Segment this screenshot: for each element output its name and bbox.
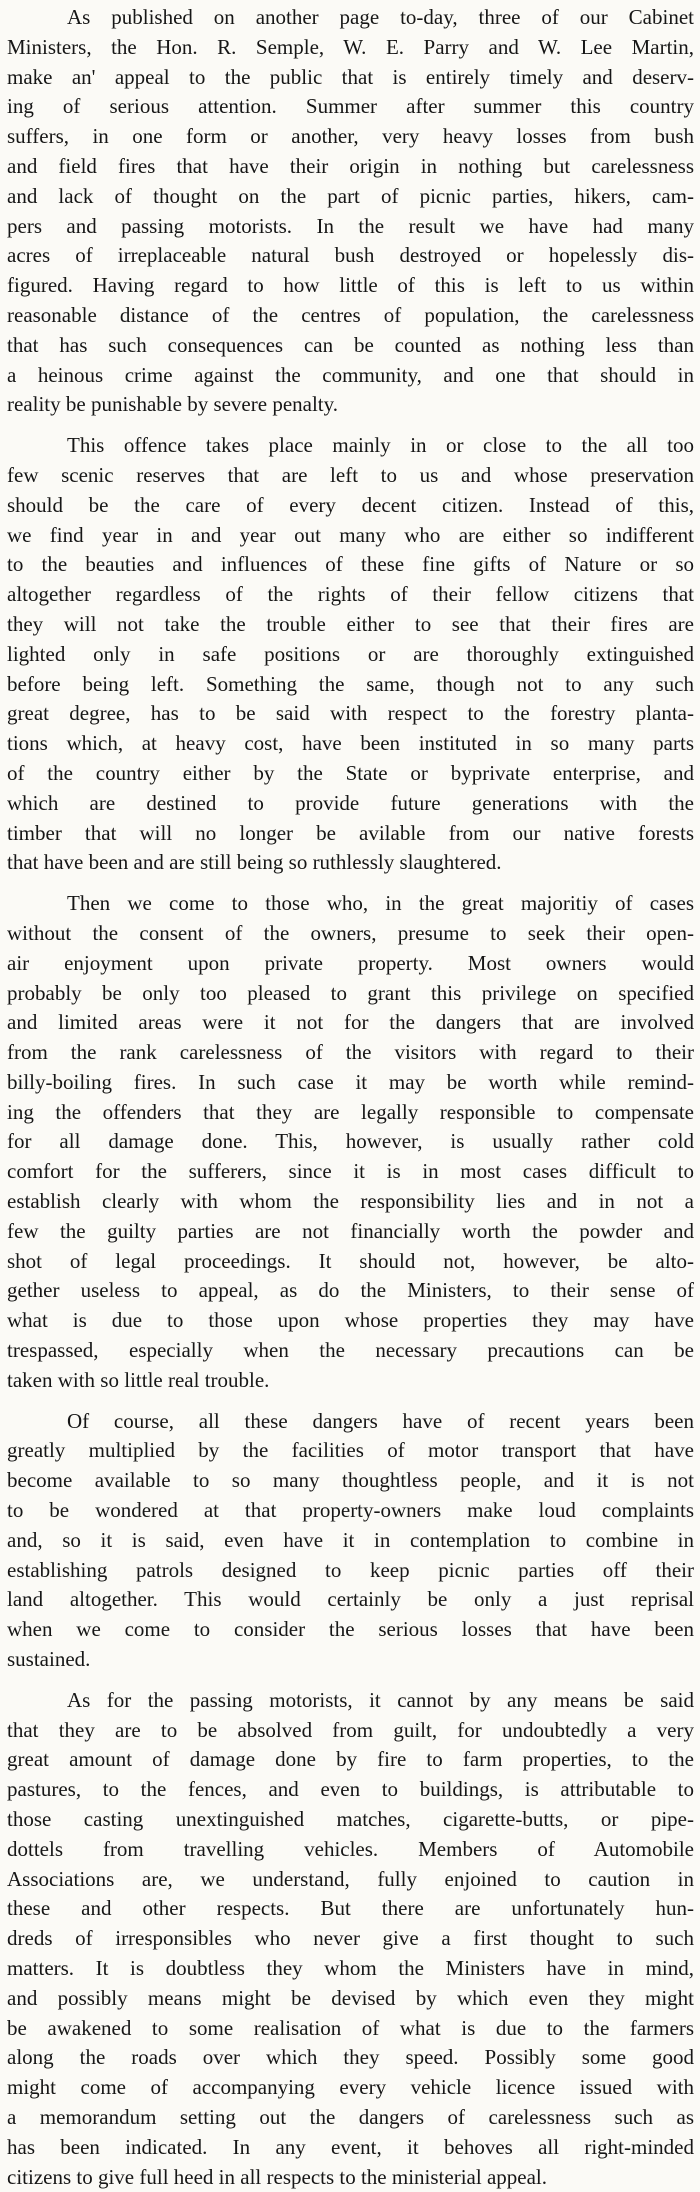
text-line: few scenic reserves that are left to us and whose preservation (7, 462, 694, 487)
text-line: make an' appeal to the public that is entirely timely and deserv- (7, 64, 694, 89)
text-line: to the beauties and influences of these fine gifts of Nature or so (7, 552, 694, 577)
text-line: establish clearly with whom the responsibility lies and in not a (7, 1189, 694, 1214)
text-line: taken with so little real trouble. (7, 1367, 270, 1392)
text-line: greatly multiplied by the facilities of motor transport that have (7, 1438, 694, 1463)
text-line: gether useless to appeal, as do the Ministers, to their sense of (7, 1278, 694, 1303)
text-line: and lack of thought on the part of picnic parties, hikers, cam- (7, 183, 694, 208)
text-line: might come of accompanying every vehicle licence issued with (7, 2075, 694, 2100)
text-line: what is due to those upon whose properties they may have (7, 1308, 694, 1333)
text-line: when we come to consider the serious losses that have been (7, 1617, 694, 1642)
text-line: and limited areas were it not for the dangers that are involved (7, 1010, 694, 1035)
text-line: has been indicated. In any event, it behoves all right-minded (7, 2134, 694, 2159)
text-line: of the country either by the State or byprivate enterprise, and (7, 760, 694, 785)
text-line: billy-boiling fires. In such case it may be worth while remind- (7, 1069, 694, 1094)
text-line: to be wondered at that property-owners make loud complaints (7, 1498, 694, 1523)
text-line: tions which, at heavy cost, have been instituted in so many parts (7, 731, 694, 756)
text-line: As published on another page to-day, three of our Cabinet (67, 5, 694, 29)
text-line: and, so it is said, even have it in contemplation to combine in (7, 1527, 694, 1552)
text-line: air enjoyment upon private property. Most owners would (7, 950, 694, 975)
text-line: dreds of irresponsibles who never give a first thought to such (7, 1926, 694, 1951)
text-line: land altogether. This would certainly be only a just reprisal (7, 1587, 694, 1612)
text-line: ing of serious attention. Summer after summer this country (7, 94, 694, 119)
text-line: should be the care of every decent citizen. Instead of this, (7, 492, 694, 517)
text-line: reasonable distance of the centres of population, the carelessness (7, 302, 694, 327)
text-line: along the roads over which they speed. Possibly some good (7, 2045, 694, 2070)
text-line: As for the passing motorists, it cannot by any means be said (67, 1687, 694, 1712)
text-line: figured. Having regard to how little of this is left to us within (7, 273, 694, 298)
text-line: altogether regardless of the rights of their fellow citizens that (7, 582, 694, 607)
text-line: great degree, has to be said with respect to the forestry planta- (7, 701, 694, 726)
text-line: pastures, to the fences, and even to buildings, is attributable to (7, 1777, 694, 1802)
text-line: timber that will no longer be avilable from our native forests (7, 820, 694, 845)
text-line: a memorandum setting out the dangers of carelessness such as (7, 2104, 694, 2129)
text-line: before being left. Something the same, though not to any such (7, 671, 694, 696)
text-line: establishing patrols designed to keep picnic parties off their (7, 1557, 694, 1582)
text-line: and possibly means might be devised by which even they might (7, 1985, 694, 2010)
text-line: pers and passing motorists. In the result we have had many (7, 213, 694, 238)
text-line: Ministers, the Hon. R. Semple, W. E. Parry and W. Lee Martin, (7, 34, 694, 59)
text-line: a heinous crime against the community, and one that should in (7, 362, 694, 387)
text-line: that they are to be absolved from guilt, for undoubtedly a very (7, 1717, 694, 1742)
text-line: shot of legal proceedings. It should not, however, be alto- (7, 1248, 694, 1273)
text-line: and field fires that have their origin in nothing but carelessness (7, 153, 694, 178)
text-line: sustained. (7, 1647, 91, 1672)
text-line: lighted only in safe positions or are thoroughly extinguished (7, 641, 694, 666)
text-line: become available to so many thoughtless people, and it is not (7, 1468, 694, 1493)
text-line: be awakened to some realisation of what is due to the farmers (7, 2015, 694, 2040)
text-line: Of course, all these dangers have of recent years been (67, 1408, 694, 1433)
text-line: that has such consequences can be counted as nothing less than (7, 332, 694, 357)
text-line: ing the offenders that they are legally responsible to compensate (7, 1099, 694, 1124)
text-line: trespassed, especially when the necessary precautions can be (7, 1338, 694, 1363)
text-line: Associations are, we understand, fully enjoined to caution in (7, 1866, 694, 1891)
text-line: suffers, in one form or another, very heavy losses from bush (7, 124, 694, 149)
text-line: which are destined to provide future generations with the (7, 790, 694, 815)
text-line: citizens to give full heed in all respects to the ministerial appeal. (7, 2164, 547, 2189)
text-line: reality be punishable by severe penalty. (7, 392, 339, 417)
text-line: probably be only too pleased to grant this privilege on specified (7, 980, 694, 1005)
article-body (7, 3, 694, 2192)
paragraph (7, 431, 694, 878)
text-line: these and other respects. But there are unfortunately hun- (7, 1896, 694, 1921)
paragraph (7, 1686, 694, 2192)
paragraph (7, 889, 694, 1396)
text-line: great amount of damage done by fire to farm properties, to the (7, 1747, 694, 1772)
text-line: for all damage done. This, however, is usually rather cold (7, 1129, 694, 1154)
text-line: from the rank carelessness of the visitors with regard to their (7, 1040, 694, 1065)
text-line: we find year in and year out many who are either so indifferent (7, 522, 694, 547)
paragraph (7, 3, 694, 420)
text-line: few the guilty parties are not financially worth the powder and (7, 1218, 694, 1243)
text-line: comfort for the sufferers, since it is in most cases difficult to (7, 1159, 694, 1184)
text-line: This offence takes place mainly in or close to the all too (67, 433, 694, 458)
text-line: matters. It is doubtless they whom the Ministers have in mind, (7, 1956, 694, 1980)
text-line: Then we come to those who, in the great majoritiy of cases (67, 891, 694, 916)
text-line: they will not take the trouble either to see that their fires are (7, 611, 694, 636)
paragraph (7, 1407, 694, 1675)
text-line: acres of irreplaceable natural bush destroyed or hopelessly dis- (7, 243, 694, 268)
text-line: that have been and are still being so ruthlessly slaughtered. (7, 850, 502, 875)
text-line: without the consent of the owners, presume to seek their open- (7, 920, 694, 945)
text-line: dottels from travelling vehicles. Members of Automobile (7, 1836, 694, 1861)
text-line: those casting unextinguished matches, cigarette-butts, or pipe- (7, 1807, 694, 1832)
